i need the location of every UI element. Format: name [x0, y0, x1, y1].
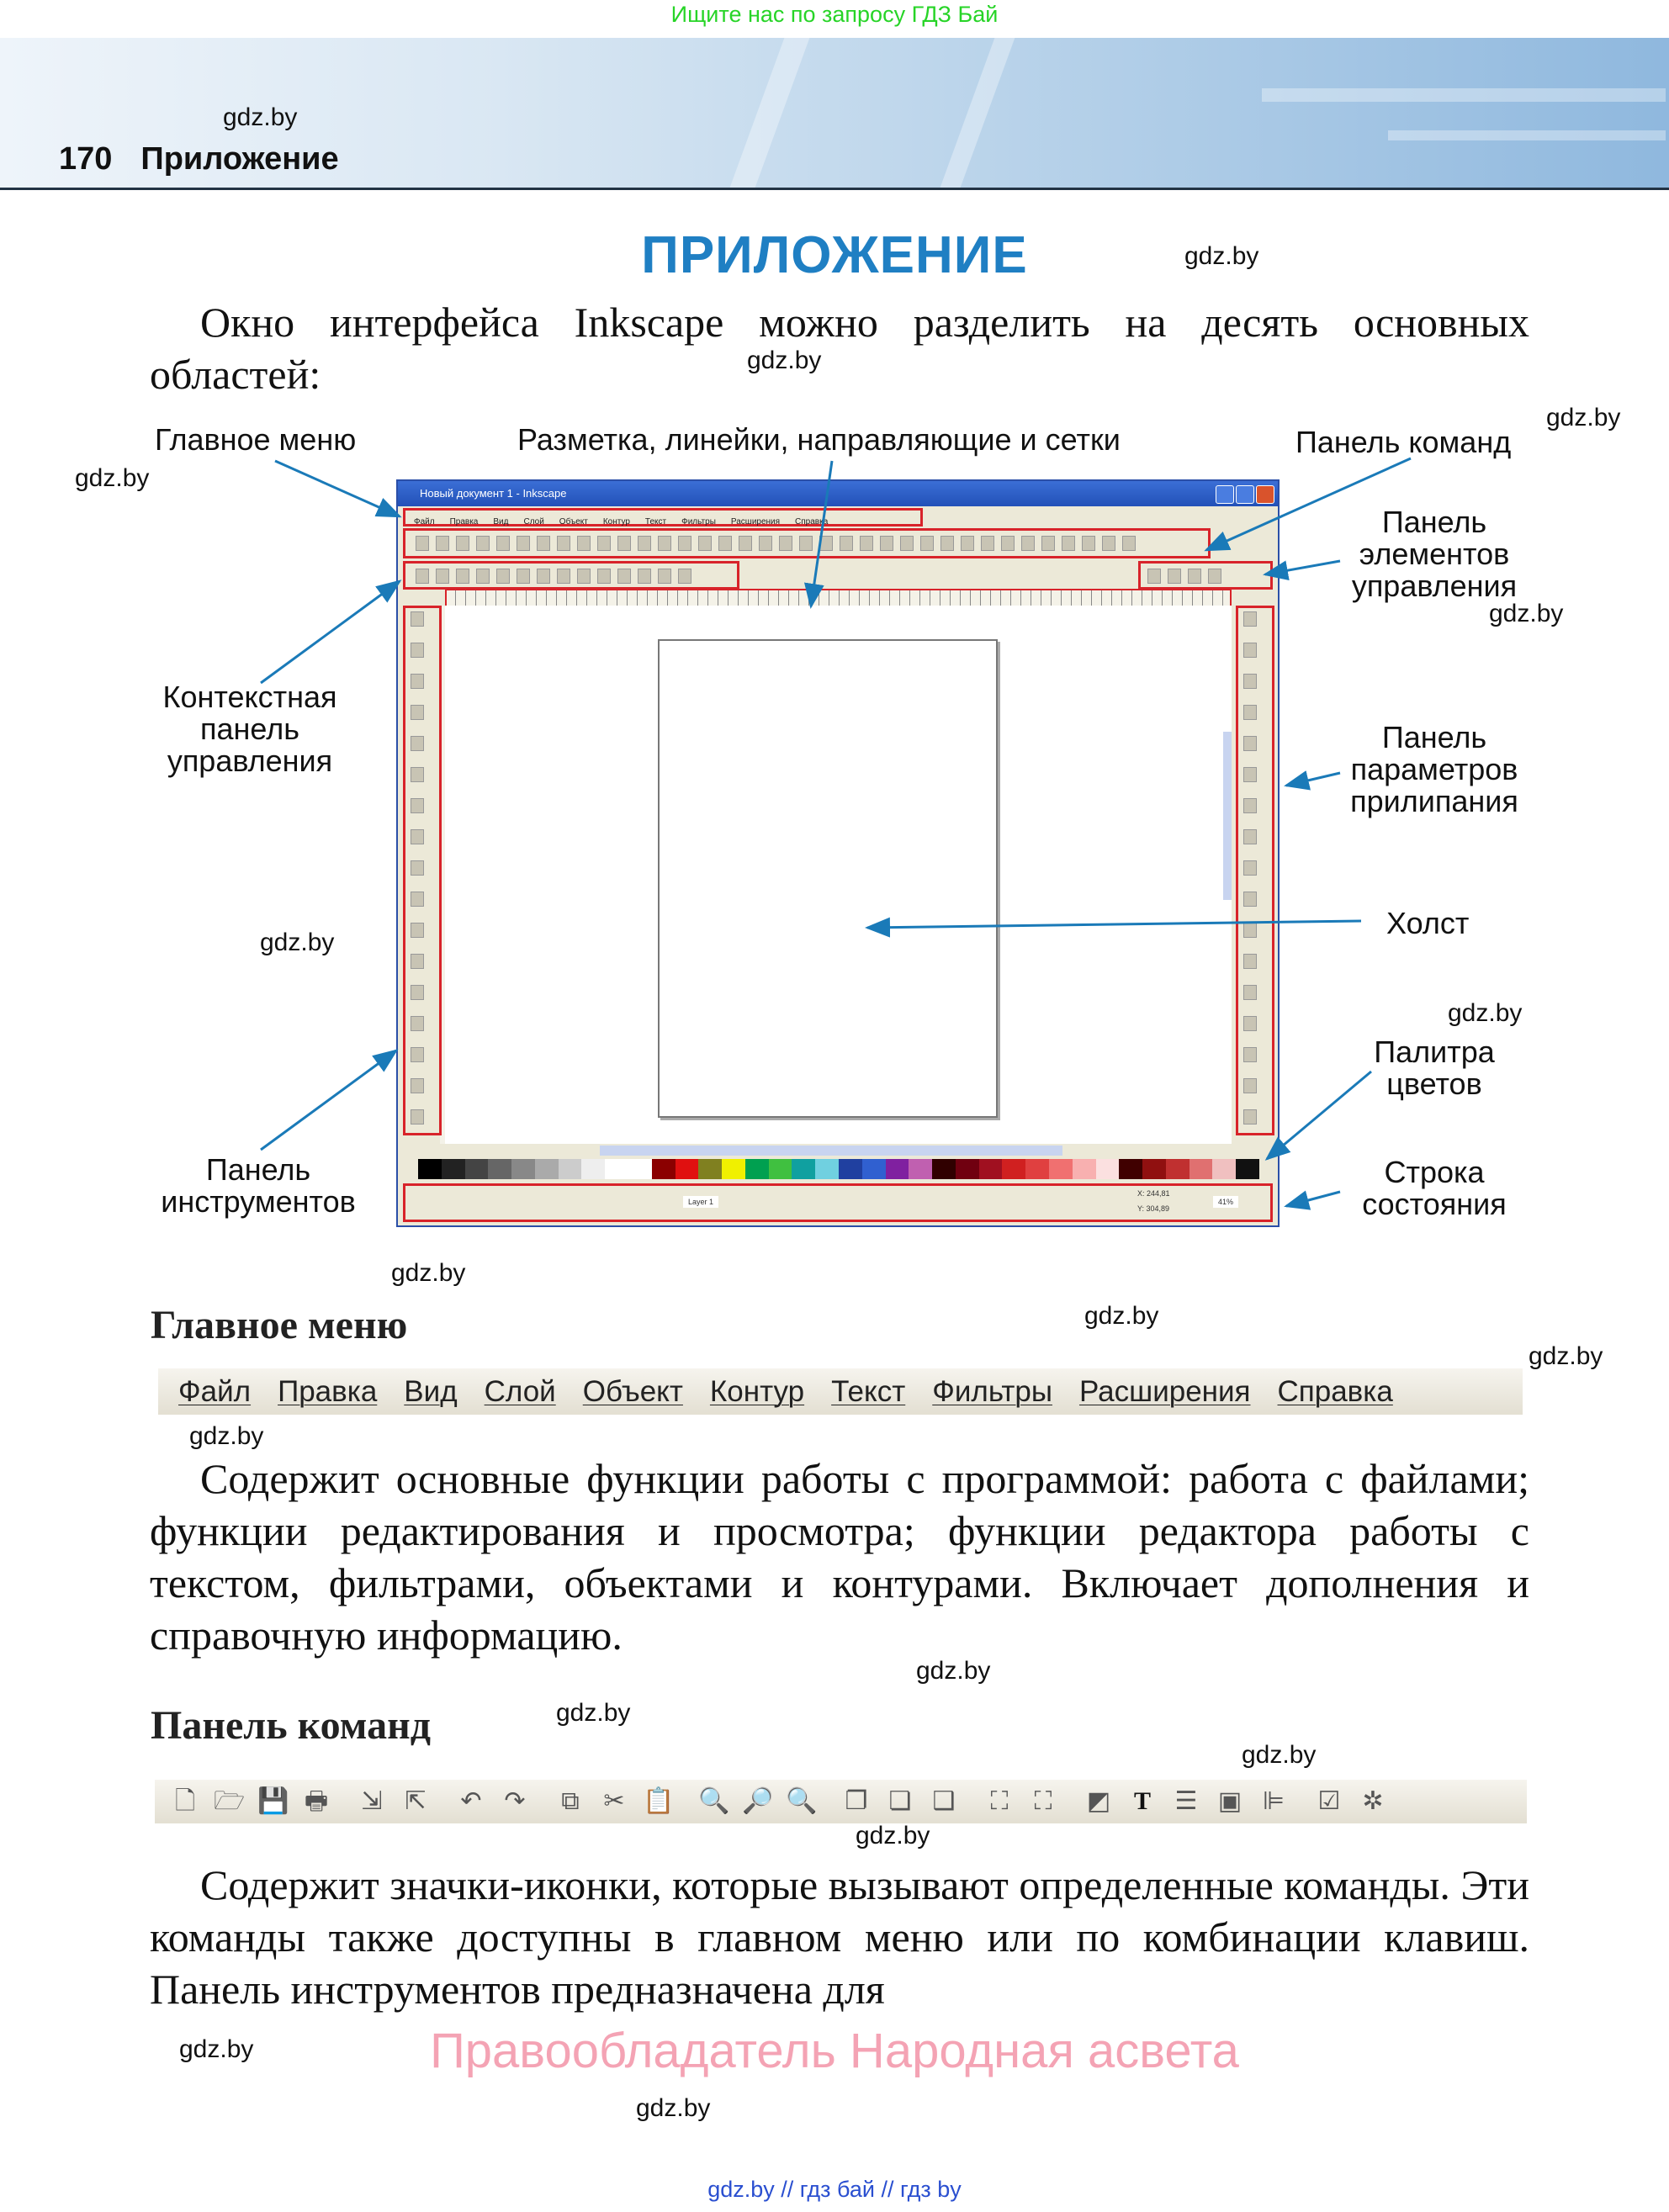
- page-number: 170: [59, 141, 113, 177]
- window-menu-item[interactable]: Текст: [644, 517, 667, 527]
- arrow-context: [261, 581, 400, 683]
- callout-status: Строка состояния: [1362, 1155, 1507, 1221]
- arrow-snap: [1286, 773, 1340, 786]
- import-icon[interactable]: ⇲: [361, 1787, 383, 1815]
- preferences-icon[interactable]: ☑: [1317, 1787, 1341, 1815]
- heading-main-menu: Главное меню: [151, 1303, 408, 1347]
- callout-controls: Панель элементов управления: [1351, 505, 1518, 603]
- watermark: gdz.by: [916, 1657, 991, 1685]
- menu-item-0[interactable]: Файл: [178, 1374, 252, 1408]
- arrow-controls: [1265, 561, 1340, 574]
- window-menu-item[interactable]: Контур: [602, 517, 630, 527]
- save-icon[interactable]: 💾: [257, 1787, 289, 1815]
- footer-links: gdz.by // гдз бай // гдз by: [707, 2177, 962, 2202]
- text-font-icon[interactable]: T: [1133, 1787, 1151, 1815]
- window-menu-item[interactable]: Файл: [414, 517, 435, 527]
- paste-icon[interactable]: 📋: [643, 1787, 675, 1815]
- arrow-commands: [1206, 458, 1411, 550]
- window-menu-item[interactable]: Фильтры: [681, 517, 716, 527]
- intro-paragraph: Окно интерфейса Inkscape можно разделить на десять основных областей:: [150, 299, 1529, 398]
- new-document-icon[interactable]: 🗋: [174, 1787, 196, 1815]
- watermark: gdz.by: [856, 1822, 930, 1850]
- menu-item-6[interactable]: Текст: [831, 1374, 906, 1408]
- menu-item-1[interactable]: Правка: [278, 1374, 378, 1408]
- watermark: gdz.by: [1084, 1302, 1159, 1330]
- zoom-drawing-icon[interactable]: 🔎: [742, 1787, 774, 1815]
- menu-item-9[interactable]: Справка: [1277, 1374, 1393, 1408]
- arrow-canvas: [867, 921, 1361, 928]
- watermark: gdz.by: [391, 1259, 466, 1287]
- callout-canvas: Холст: [1386, 906, 1470, 940]
- watermark: gdz.by: [556, 1699, 631, 1727]
- watermark: gdz.by: [1242, 1741, 1317, 1769]
- callout-tools: Панель инструментов: [161, 1152, 356, 1219]
- open-icon[interactable]: 🗁: [214, 1787, 246, 1815]
- main-menu-description: Содержит основные функции работы с программой: работа с файлами; функции редактирования и просмотра; функции редактора работы с текстом, фильтрами, объектами и контурами. Включает дополнения и справочную информацию.: [150, 1455, 1529, 1659]
- window-menu-item[interactable]: Слой: [523, 517, 544, 527]
- arrow-palette: [1267, 1072, 1371, 1159]
- arrow-status: [1286, 1192, 1340, 1206]
- watermark: gdz.by: [189, 1422, 264, 1450]
- zoom-page-icon[interactable]: 🔍: [786, 1787, 818, 1815]
- commands-bar: [155, 1780, 1527, 1823]
- arrow-main-menu: [275, 461, 400, 516]
- callout-snap: Панель параметров прилипания: [1350, 720, 1518, 818]
- commands-description: Содержит значки-иконки, которые вызывают определенные команды. Эти команды также доступны в главном меню или по комбинации клавиш. Панель инструментов предназначена для: [150, 1861, 1529, 2013]
- window-menu-item[interactable]: Вид: [493, 517, 509, 527]
- page-title: ПРИЛОЖЕНИЕ: [641, 226, 1028, 284]
- callout-palette: Палитра цветов: [1374, 1035, 1495, 1101]
- zoom-selection-icon[interactable]: 🔍: [698, 1787, 730, 1815]
- undo-icon[interactable]: ↶: [460, 1787, 482, 1815]
- menu-item-7[interactable]: Фильтры: [932, 1374, 1052, 1408]
- watermark: gdz.by: [260, 929, 335, 956]
- xml-editor-icon[interactable]: ▣: [1217, 1787, 1242, 1815]
- menu-item-5[interactable]: Контур: [709, 1374, 805, 1408]
- document-properties-icon[interactable]: ✲: [1362, 1787, 1384, 1815]
- cursor-y: Y: 304,89: [1137, 1204, 1170, 1213]
- menu-item-8[interactable]: Расширения: [1078, 1374, 1251, 1408]
- duplicate-icon[interactable]: ❐: [845, 1787, 868, 1815]
- watermark: gdz.by: [1529, 1342, 1603, 1370]
- zoom-field[interactable]: 41%: [1213, 1196, 1238, 1208]
- menu-item-2[interactable]: Вид: [404, 1374, 458, 1408]
- watermark: gdz.by: [636, 2094, 711, 2122]
- redo-icon[interactable]: ↷: [504, 1787, 526, 1815]
- window-title: Новый документ 1 - Inkscape: [420, 487, 567, 500]
- align-icon[interactable]: ⊫: [1262, 1787, 1285, 1815]
- callout-main-menu: Главное меню: [155, 422, 357, 457]
- heading-commands: Панель команд: [151, 1703, 432, 1748]
- window-menu-item[interactable]: Справка: [795, 517, 829, 527]
- watermark: gdz.by: [1489, 600, 1564, 627]
- top-note: Ищите нас по запросу ГДЗ Бай: [670, 2, 999, 27]
- layer-select[interactable]: Layer 1: [683, 1196, 718, 1208]
- clone-icon[interactable]: ❏: [888, 1787, 912, 1815]
- window-menu-item[interactable]: Расширения: [730, 517, 781, 527]
- menu-item-3[interactable]: Слой: [484, 1374, 556, 1408]
- window-menu-item[interactable]: Объект: [559, 517, 588, 527]
- menu-item-4[interactable]: Объект: [582, 1374, 683, 1408]
- unlink-clone-icon[interactable]: ❑: [932, 1787, 956, 1815]
- arrow-tools: [261, 1050, 396, 1150]
- fill-stroke-icon[interactable]: ◩: [1086, 1787, 1111, 1815]
- watermark: gdz.by: [747, 347, 822, 374]
- window-menu-item[interactable]: Правка: [449, 517, 479, 527]
- callout-markup: Разметка, линейки, направляющие и сетки: [517, 422, 1121, 457]
- watermark: gdz.by: [223, 103, 298, 131]
- watermark: gdz.by: [1448, 999, 1523, 1027]
- export-icon[interactable]: ⇱: [405, 1787, 427, 1815]
- cursor-x: X: 244,81: [1137, 1189, 1170, 1198]
- copyright-notice: Правообладатель Народная асвета: [430, 2024, 1239, 2078]
- cut-icon[interactable]: ✂: [603, 1787, 625, 1815]
- watermark: gdz.by: [1546, 404, 1621, 431]
- copy-icon[interactable]: ⧉: [561, 1787, 580, 1815]
- group-icon[interactable]: ⛶: [990, 1787, 1009, 1815]
- main-menu-bar: [158, 1368, 1523, 1415]
- layers-icon[interactable]: ☰: [1174, 1787, 1198, 1815]
- print-icon[interactable]: 🖶: [304, 1787, 329, 1815]
- watermark: gdz.by: [1184, 242, 1259, 270]
- section-name: Приложение: [140, 141, 339, 177]
- watermark: gdz.by: [179, 2035, 254, 2063]
- callout-context: Контекстная панель управления: [162, 680, 337, 778]
- watermark: gdz.by: [75, 464, 150, 492]
- arrow-markup: [811, 461, 832, 606]
- ungroup-icon[interactable]: ⛶: [1034, 1787, 1052, 1815]
- callout-commands: Панель команд: [1295, 425, 1512, 459]
